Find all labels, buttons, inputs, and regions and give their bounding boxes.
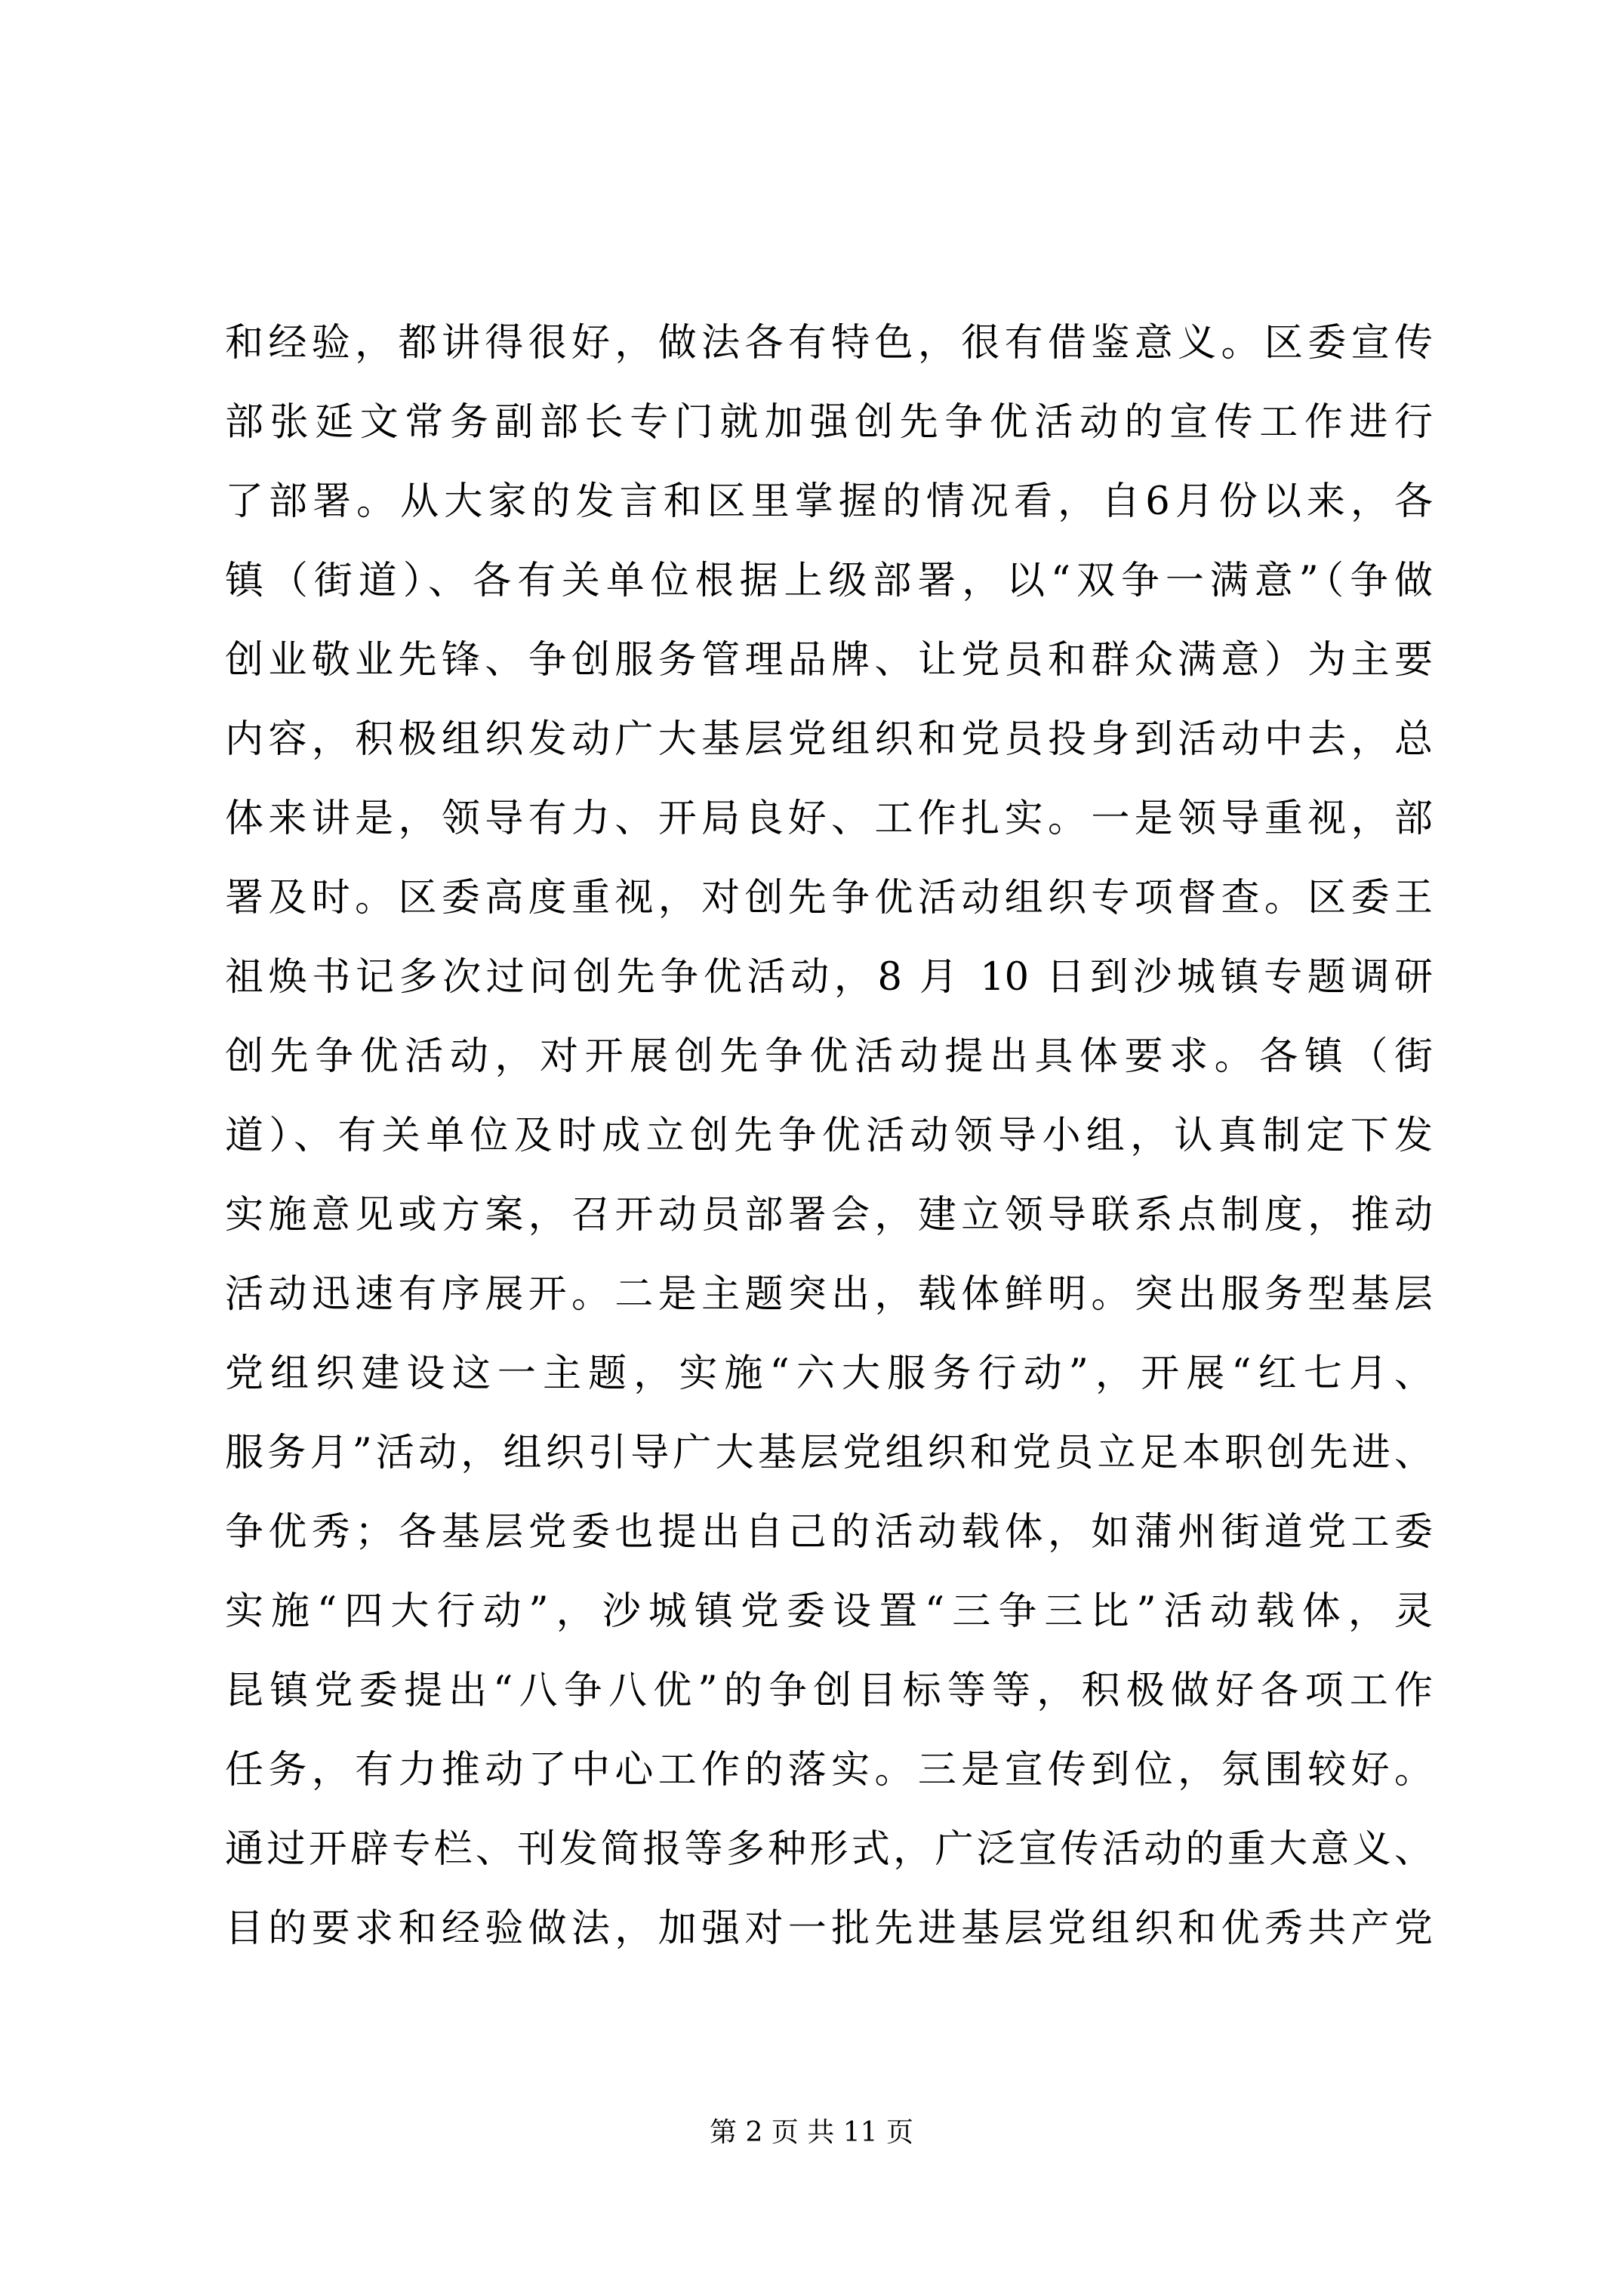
text-line: 实施“四大行动”，沙城镇党委设置“三争三比”活动载体，灵 [225,1589,1433,1634]
text-line: 内容，积极组织发动广大基层党组织和党员投身到活动中去，总 [225,717,1433,762]
text-line: 实施意见或方案，召开动员部署会，建立领导联系点制度，推动 [225,1193,1433,1237]
text-line: 创业敬业先锋、争创服务管理品牌、让党员和群众满意）为主要 [225,638,1433,683]
text-line: 部张延文常务副部长专门就加强创先争优活动的宣传工作进行 [225,400,1433,445]
text-line: 署及时。区委高度重视，对创先争优活动组织专项督查。区委王 [225,876,1433,920]
text-line: 通过开辟专栏、刊发简报等多种形式，广泛宣传活动的重大意义、 [225,1827,1433,1872]
text-line: 和经验，都讲得很好，做法各有特色，很有借鉴意义。区委宣传 [225,321,1433,365]
text-line: 目的要求和经验做法，加强对一批先进基层党组织和优秀共产党 [225,1906,1433,1951]
text-line: 党组织建设这一主题，实施“六大服务行动”，开展“红七月、 [225,1351,1433,1396]
text-line: 服务月”活动，组织引导广大基层党组织和党员立足本职创先进、 [225,1431,1433,1475]
text-line: 争优秀；各基层党委也提出自己的活动载体，如蒲州街道党工委 [225,1510,1433,1555]
text-line: 昆镇党委提出“八争八优”的争创目标等等，积极做好各项工作 [225,1669,1433,1713]
text-line: 了部署。从大家的发言和区里掌握的情况看，自6月份以来，各 [225,479,1433,524]
text-line: 祖焕书记多次过问创先争优活动，8 月 10 日到沙城镇专题调研 [225,955,1433,1000]
page-footer: 第 2 页 共 11 页 [710,2117,913,2148]
text-line: 创先争优活动，对开展创先争优活动提出具体要求。各镇（街 [225,1034,1433,1079]
text-line: 任务，有力推动了中心工作的落实。三是宣传到位，氛围较好。 [225,1748,1433,1792]
text-line: 体来讲是，领导有力、开局良好、工作扎实。一是领导重视，部 [225,797,1433,841]
text-line: 道）、有关单位及时成立创先争优活动领导小组，认真制定下发 [225,1114,1433,1158]
text-line: 活动迅速有序展开。二是主题突出，载体鲜明。突出服务型基层 [225,1272,1433,1317]
text-line: 镇（街道）、各有关单位根据上级部署，以“双争一满意”（争做 [225,559,1433,603]
